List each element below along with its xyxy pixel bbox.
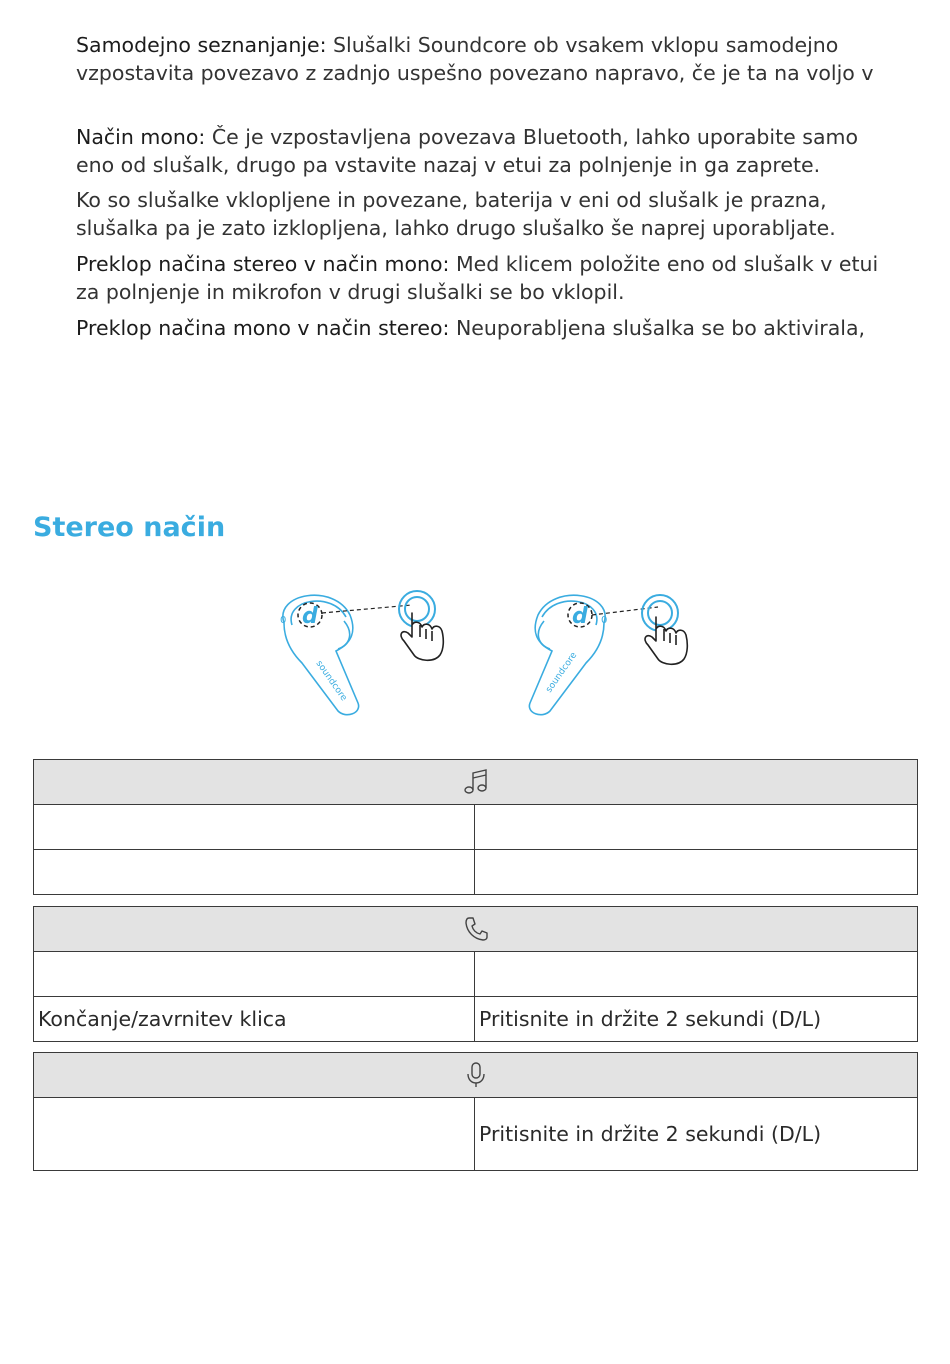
mono-to-stereo-paragraph (76, 314, 936, 342)
music-controls-table (33, 759, 918, 895)
left-logo: d (302, 604, 318, 629)
stereo-to-mono-line-1: Med klicem položite eno od slušalk v etui (449, 252, 879, 276)
operation-cell: Pritisnite in držite 2 sekundi (D/L) (475, 1098, 918, 1171)
battery-note-line-1: Ko so slušalke vklopljene in povezane, baterija v eni od slušalk je prazna, (76, 188, 827, 212)
left-brand-text: soundcore (313, 658, 349, 704)
right-logo: d (572, 604, 588, 629)
call-header-row (34, 907, 918, 952)
battery-note-line-2: slušalka pa je zato izklopljena, lahko drugo slušalko še naprej uporabljate. (76, 216, 836, 240)
right-earbud-illustration (518, 585, 718, 720)
right-marker: 0 (601, 615, 608, 626)
auto-pairing-lead: Samodejno seznanjanje: (76, 33, 327, 57)
music-header-row (34, 760, 918, 805)
mono-mode-line-1: Če je vzpostavljena povezava Bluetooth, lahko uporabite samo (205, 125, 859, 149)
action-cell (34, 952, 475, 997)
music-header-cell (34, 760, 918, 805)
operation-cell (475, 952, 918, 997)
action-cell (34, 805, 475, 850)
action-cell (34, 850, 475, 895)
operation-cell: Pritisnite in držite 2 sekundi (D/L) (475, 997, 918, 1042)
table-row (34, 850, 918, 895)
voice-header-cell (34, 1053, 918, 1098)
battery-note-paragraph (76, 186, 936, 242)
voice-header-row (34, 1053, 918, 1098)
mono-mode-paragraph (76, 123, 936, 179)
mono-to-stereo-line-1: Neuporabljena slušalka se bo aktivirala, (449, 316, 866, 340)
call-header-cell (34, 907, 918, 952)
operation-cell (475, 805, 918, 850)
call-controls-table (33, 906, 918, 1042)
mono-mode-line-2: eno od slušalk, drugo pa vstavite nazaj v etui za polnjenje in ga zaprete. (76, 153, 821, 177)
stereo-to-mono-lead: Preklop načina stereo v način mono: (76, 252, 450, 276)
auto-pairing-paragraph (76, 31, 936, 87)
voice-controls-table (33, 1052, 918, 1171)
operation-cell (475, 850, 918, 895)
microphone-icon (465, 1061, 487, 1089)
auto-pairing-line-1: Slušalki Soundcore ob vsakem vklopu samodejno (326, 33, 839, 57)
table-row (34, 997, 918, 1042)
action-cell: Končanje/zavrnitev klica (34, 997, 475, 1042)
right-brand-text: soundcore (544, 650, 580, 695)
mono-mode-lead: Način mono: (76, 125, 206, 149)
table-row (34, 805, 918, 850)
table-row (34, 952, 918, 997)
left-earbud-illustration (262, 585, 462, 720)
music-note-icon (463, 768, 489, 796)
section-title: Stereo način (33, 512, 226, 543)
action-cell (34, 1098, 475, 1171)
phone-icon (463, 915, 489, 943)
stereo-to-mono-paragraph (76, 250, 936, 306)
table-row (34, 1098, 918, 1171)
auto-pairing-line-2: vzpostavita povezavo z zadnjo uspešno povezano napravo, če je ta na voljo v (76, 61, 874, 85)
stereo-to-mono-line-2: za polnjenje in mikrofon v drugi slušalki se bo vklopil. (76, 280, 625, 304)
mono-to-stereo-lead: Preklop načina mono v način stereo: (76, 316, 450, 340)
left-marker: 0 (280, 615, 287, 626)
